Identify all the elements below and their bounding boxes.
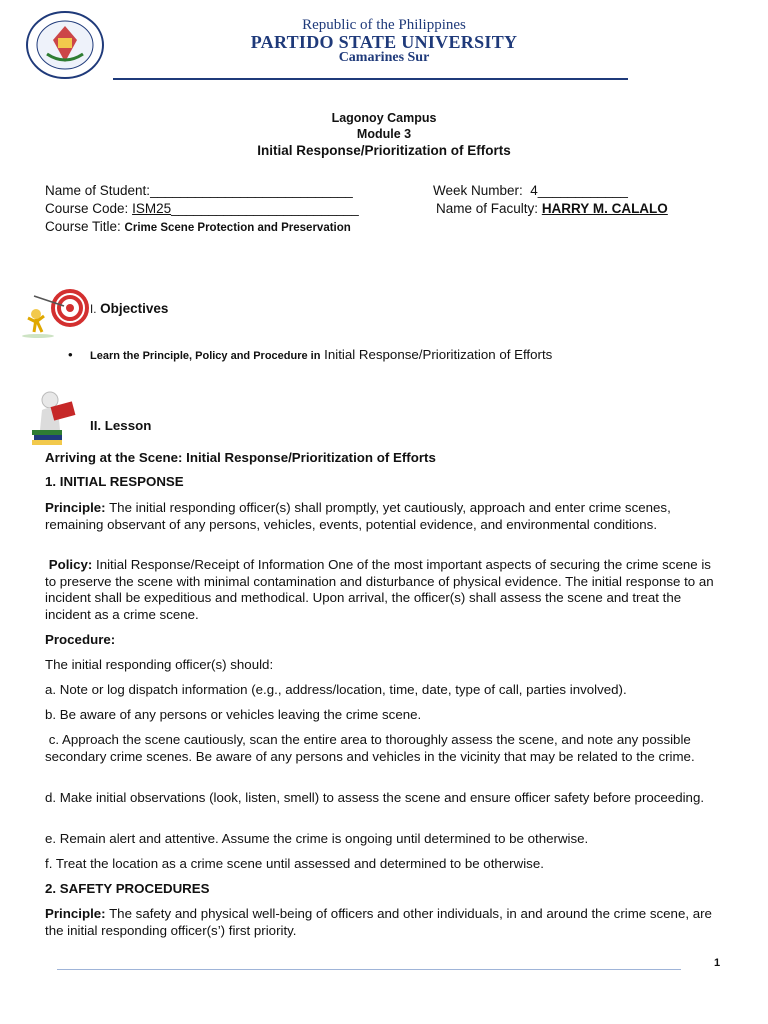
procedure-item-e: e. Remain alert and attentive. Assume the crime is ongoing until determined to be otherwise. <box>45 831 589 846</box>
arriving-heading: Arriving at the Scene: Initial Response/Prioritization of Efforts <box>45 450 436 465</box>
section1-heading: 1. INITIAL RESPONSE <box>45 474 184 489</box>
university-seal-icon <box>25 10 105 80</box>
module-text: Module 3 <box>356 127 412 141</box>
student-field <box>45 183 353 198</box>
code-value: ISM25 <box>132 201 172 216</box>
module-title: Initial Response/Prioritization of Efforts <box>257 143 511 158</box>
objectives-heading <box>90 301 168 316</box>
code-label: Course Code: <box>45 201 129 216</box>
week-label: Week Number: <box>433 183 523 198</box>
policy-text: Initial Response/Receipt of Information One of the most important aspects of securing the crime scene is to preserve the scene with minimal contamination and disturbance of physical evidence. The initial response to an incident shall be expeditious and methodical. Upon arrival, the officer(s) shall assess the scene and treat the incident as a crime scene. <box>45 557 714 622</box>
procedure-item-a: a. Note or log dispatch information (e.g., address/location, time, date, type of call, parties involved). <box>45 682 627 697</box>
bullet-bold: Learn the Principle, Policy and Procedure in <box>90 350 321 362</box>
target-icon <box>14 288 90 340</box>
republic-text: Republic of the Philippines <box>302 17 466 33</box>
principle2-label: Principle: <box>45 906 106 921</box>
footer-divider <box>57 969 681 970</box>
principle-paragraph <box>45 500 725 533</box>
procedure-item-c: c. Approach the scene cautiously, scan the entire area to thoroughly assess the scene, and note any possible secondary crime scenes. Be aware of any persons and vehicles in the vicinity that may be related to the crime. <box>45 732 695 764</box>
student-blank: ___________________________ <box>150 183 353 198</box>
page-number: 1 <box>714 957 721 969</box>
code-blank: _________________________ <box>171 201 359 216</box>
reading-figure-icon <box>22 388 84 450</box>
week-field <box>433 183 628 198</box>
objectives-title: Objectives <box>100 301 169 316</box>
week-value: 4____________ <box>530 183 628 198</box>
bullet-rest: Initial Response/Prioritization of Efforts <box>324 347 553 362</box>
procedure-item-f: f. Treat the location as a crime scene until assessed and determined to be otherwise. <box>45 856 544 871</box>
policy-paragraph <box>45 557 720 623</box>
header-divider <box>113 78 628 80</box>
faculty-value: HARRY M. CALALO <box>541 201 668 216</box>
principle-label: Principle: <box>45 500 106 515</box>
procedure-item-b: b. Be aware of any persons or vehicles leaving the crime scene. <box>45 707 422 722</box>
faculty-field <box>436 201 668 216</box>
procedure-item-d: d. Make initial observations (look, listen, smell) to assess the scene and ensure officer safety before proceeding. <box>45 790 705 805</box>
objective-bullet <box>68 347 552 362</box>
principle-text: The initial responding officer(s) shall promptly, yet cautiously, approach and enter crime scenes, remaining observant of any persons, vehicles, events, potential evidence, and environmental conditions. <box>45 500 671 532</box>
faculty-label: Name of Faculty: <box>436 201 539 216</box>
course-title-value: Crime Scene Protection and Preservation <box>124 222 351 234</box>
course-title-label: Course Title: <box>45 219 121 234</box>
bullet-dot: • <box>68 347 73 362</box>
lesson-heading: II. Lesson <box>90 418 152 433</box>
objectives-roman: I. <box>90 304 97 316</box>
section2-heading: 2. SAFETY PROCEDURES <box>45 881 210 896</box>
code-field <box>45 201 359 216</box>
procedure-intro: The initial responding officer(s) should: <box>45 657 274 672</box>
procedure-heading: Procedure: <box>45 632 116 647</box>
province-text: Camarines Sur <box>338 50 430 65</box>
policy-label: Policy: <box>48 557 93 572</box>
principle2-text: The safety and physical well-being of officers and other individuals, in and around the crime scene, are the initial responding officer(s’) first priority. <box>45 906 712 938</box>
course-title-field <box>45 219 351 234</box>
campus-text: Lagonoy Campus <box>331 111 437 125</box>
university-name: PARTIDO STATE UNIVERSITY <box>250 32 518 52</box>
principle2-paragraph <box>45 906 725 939</box>
student-label: Name of Student: <box>45 183 151 198</box>
